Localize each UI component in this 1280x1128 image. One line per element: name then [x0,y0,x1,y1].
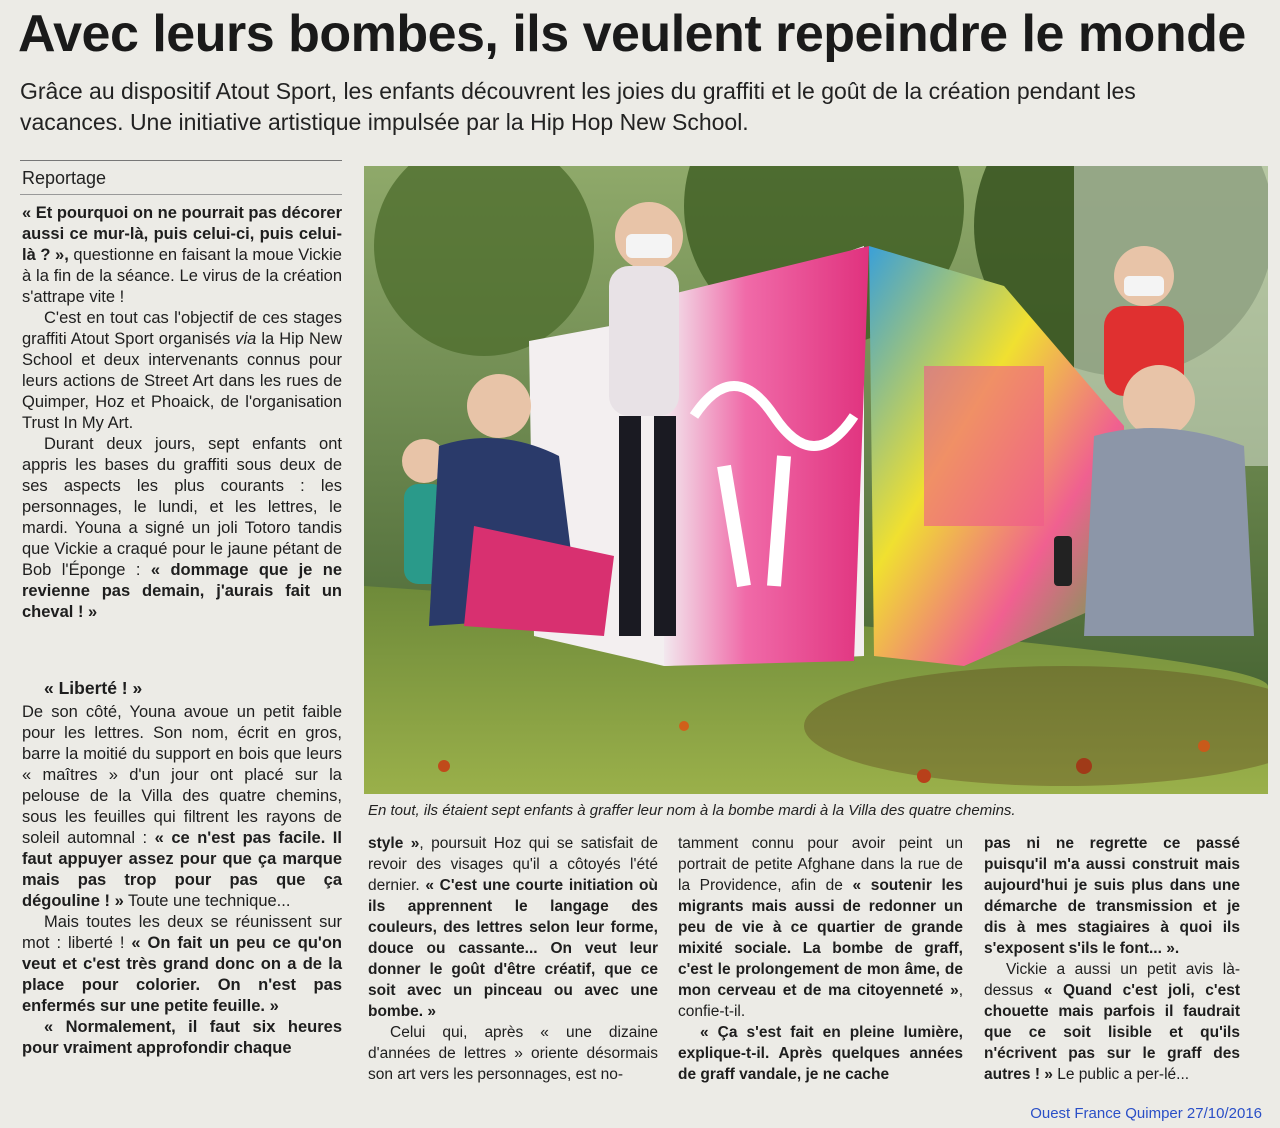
text: C'est en tout cas l'objectif de ces stages graffiti Atout Sport organisés [22,309,342,348]
photo-illustration [364,166,1268,794]
paragraph: Celui qui, après « une dizaine d'années de lettres » oriente désormais son art vers les personnages, est no- [368,1024,658,1083]
photo-caption: En tout, ils étaient sept enfants à graffer leur nom à la bombe mardi à la Villa des quatre chemins. [368,802,1016,819]
paragraph [984,959,1240,1085]
rubric-label: Reportage [22,168,107,188]
paragraph: « Normalement, il faut six heures pour vraiment approfondir chaque [22,1018,342,1057]
article-photo [364,166,1268,794]
quote: « soutenir les migrants mais aussi de redonner un peu de vie à ce quartier de grande mixité sociale. La bombe de graff, c'est le prolongement de mon âme, de mon cerveau et de ma citoyenneté » [678,877,963,999]
paragraph [22,308,342,434]
article-column-3 [678,833,963,1085]
text: , poursuit Hoz qui se satisfait de revoir des visages qu'il a côtoyés l'été dernier. [368,835,658,894]
text-italic: via [235,330,257,348]
quote: « C'est une courte initiation où ils apprennent le langage des couleurs, des lettres selon leur forme, douce ou cassante... On veut leur donner le goût d'être créatif, que ce soit avec un pinceau ou avec une bombe. » [368,877,658,1020]
paragraph [678,833,963,1022]
text: la Hip New School et deux intervenants connus pour leurs actions de Street Art dans les rues de Quimper, Hoz et Phoaick, de l'organisation Trust In My Art. [22,330,342,432]
article-column-1 [22,203,342,623]
rubric-rule-bottom [20,194,342,195]
intertitle: « Liberté ! » [44,678,143,698]
paragraph [22,203,342,308]
text: Toute une technique... [123,892,291,910]
paragraph: « Ça s'est fait en pleine lumière, explique-t-il. Après quelques années de graff vandale, je ne cache [678,1024,963,1083]
article-column-4 [984,833,1240,1085]
text: questionne en faisant la moue Vickie à la fin de la séance. Le virus de la création s'attrape vite ! [22,246,342,306]
quote: « dommage que je ne revienne pas demain, j'aurais fait un cheval ! » [22,561,342,621]
text: Vickie a aussi un petit avis là-dessus [984,961,1240,999]
paragraph: pas ni ne regrette ce passé puisqu'il m'a aussi construit mais aujourd'hui je suis plus dans une démarche de transmission et je dis à mes stagiaires à quoi ils s'exposent s'ils le font... ». [984,835,1240,957]
quote: style » [368,835,420,852]
quote: « On fait un peu ce qu'on veut et c'est très grand donc on a de la place pour colorier. On n'est pas enfermés sur une petite feuille. » [22,934,343,1015]
text: Mais toutes les deux se réunissent sur mot : liberté ! [22,913,342,952]
text: , confie-t-il. [678,982,963,1020]
quote: « Et pourquoi on ne pourrait pas décorer aussi ce mur-là, puis celui-ci, puis celui-là ? », [22,204,342,264]
text: Le public a per- [1052,1066,1165,1083]
quote: « Quand c'est joli, c'est chouette mais parfois il faudrait que ce soit lisible et qu'ils n'écrivent pas sur le graff des autres ! » [984,982,1240,1083]
paragraph [368,833,658,1022]
headline: Avec leurs bombes, ils veulent repeindre le monde [18,5,1246,63]
paragraph [22,434,342,623]
text: tamment connu pour avoir peint un portrait de petite Afghane dans la rue de la Providence, afin de [678,835,963,894]
quote: « ce n'est pas facile. Il faut appuyer assez pour que ça marque mais pas trop pour pas que ça dégouline ! » [22,829,342,910]
text: lé... [1164,1066,1190,1083]
rubric-rule-top [20,160,342,161]
source-credit: Ouest France Quimper 27/10/2016 [1030,1105,1262,1122]
paragraph [22,912,342,1017]
article-column-2 [368,833,658,1085]
standfirst: Grâce au dispositif Atout Sport, les enfants découvrent les joies du graffiti et le goût de la création pendant les vacances. Une initiative artistique impulsée par la Hip Hop New School. [20,78,1136,135]
paragraph [22,702,342,912]
text: Durant deux jours, sept enfants ont appris les bases du graffiti sous deux de ses aspects les plus courants : les personnages, le lundi, et les lettres, le mardi. Youna a signé un joli Totoro tandis que Vickie a craqué pour le jaune pétant de Bob l'Éponge : [22,435,342,579]
article-column-1-continued [22,702,343,1059]
text: De son côté, Youna avoue un petit faible pour les lettres. Son nom, écrit en gros, barre la moitié du support en bois que leurs « maîtres » d'un jour ont placé sur la pelouse de la Villa des quatre chemins, sous les feuilles qui filtrent les rayons de soleil automnal : [22,703,342,847]
